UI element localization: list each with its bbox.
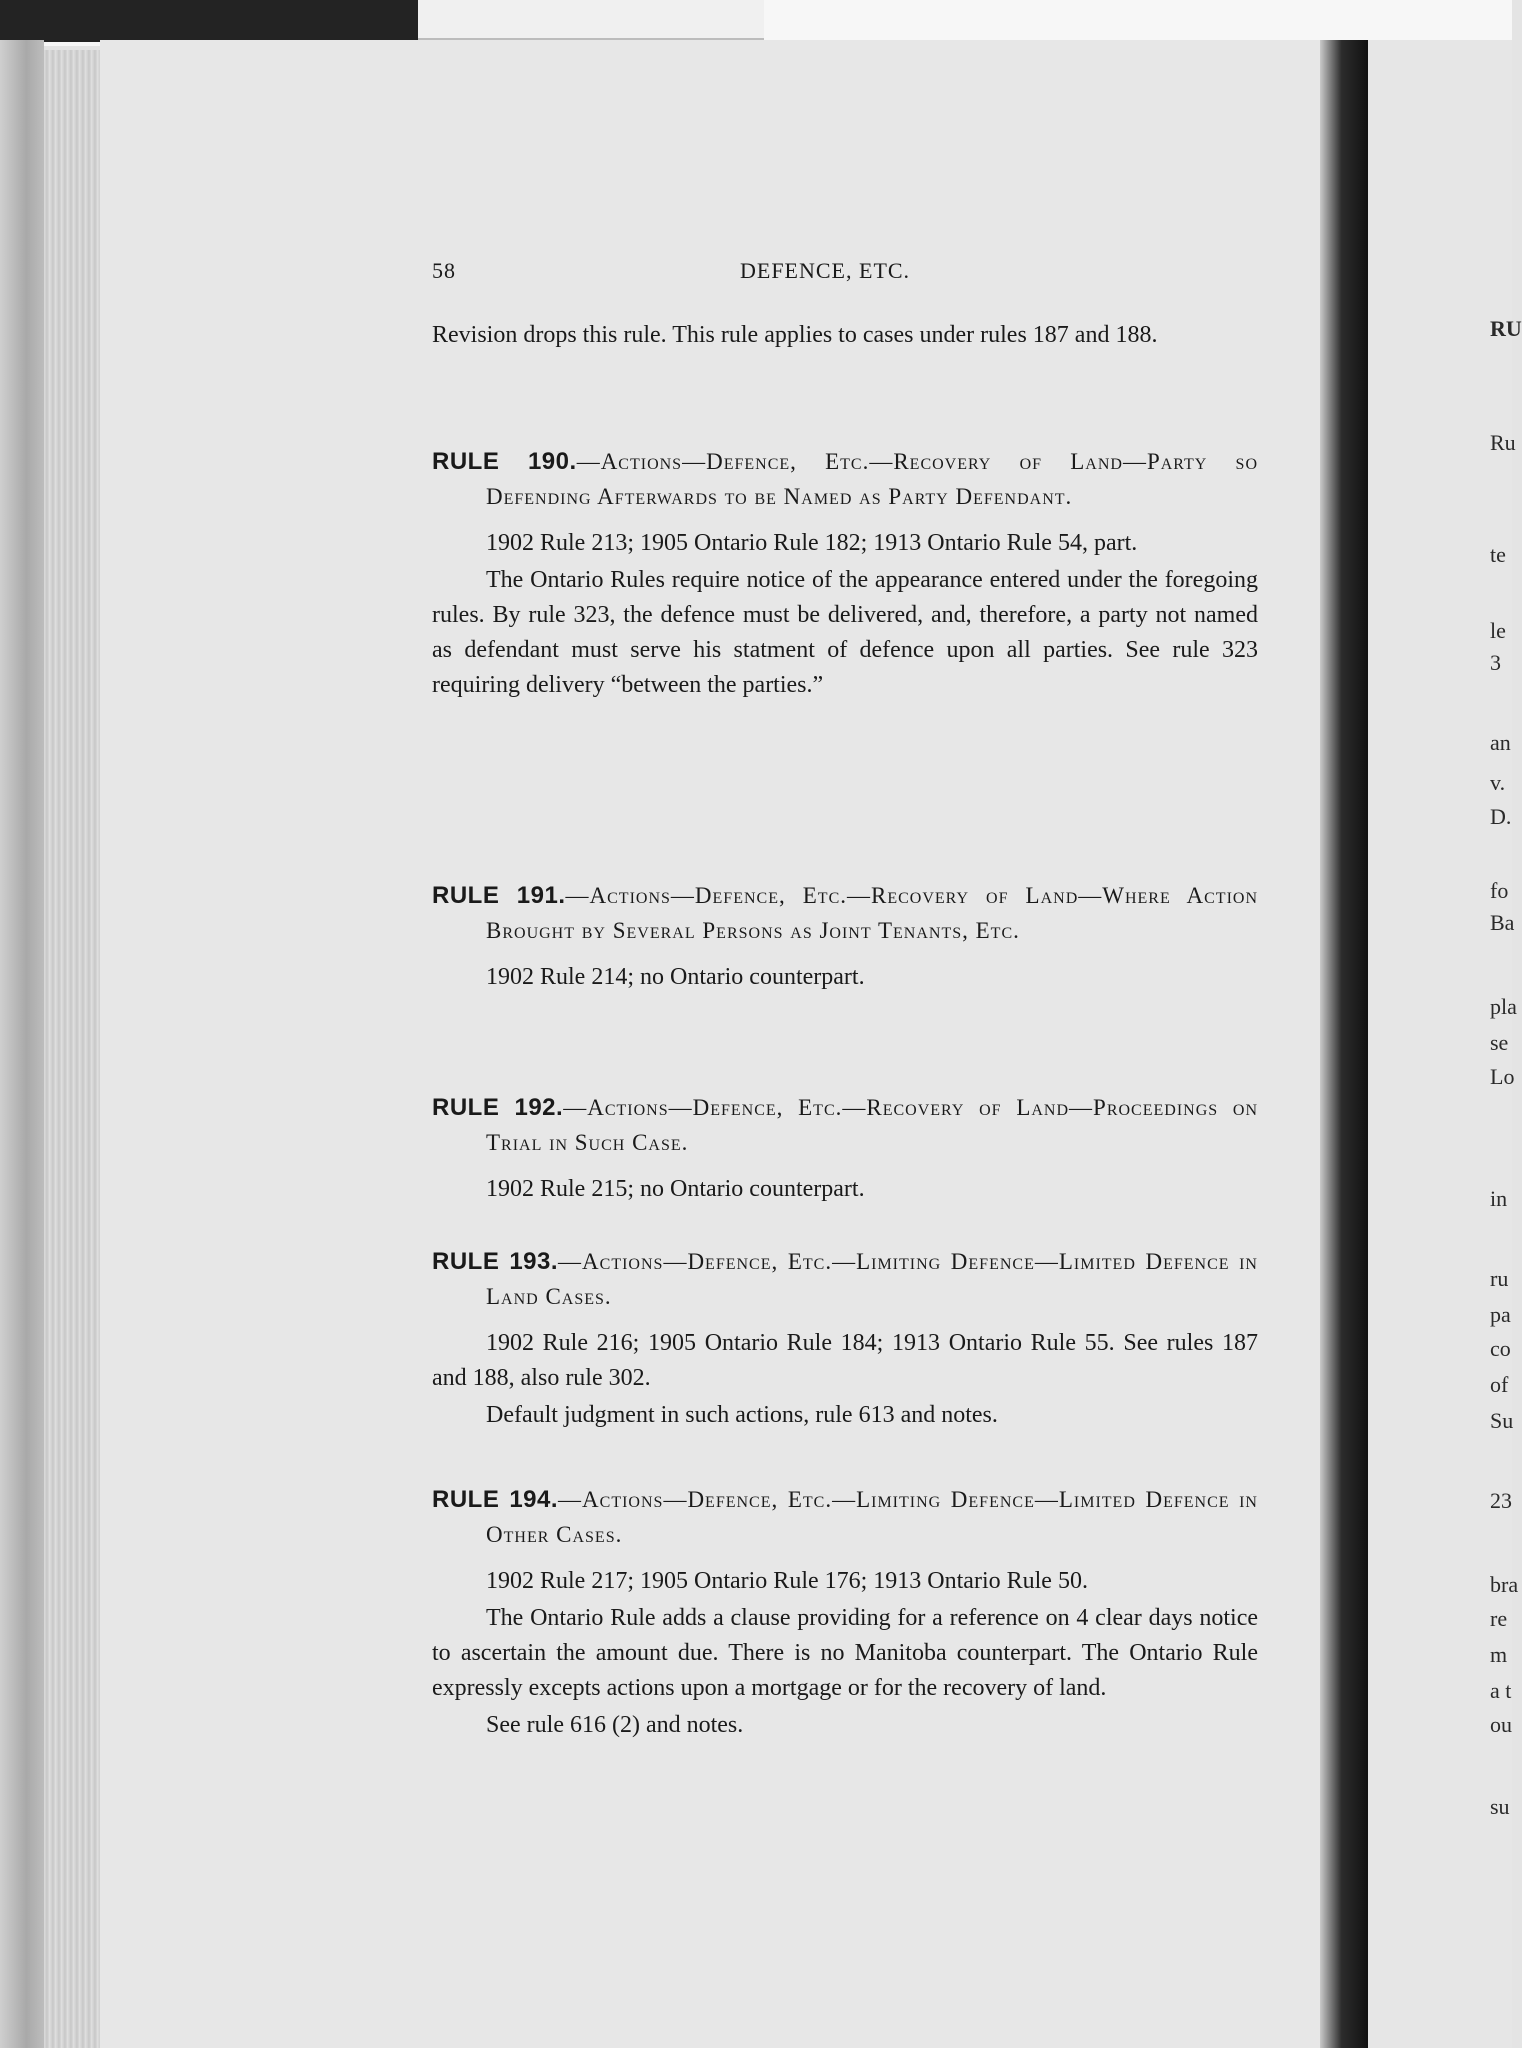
rule-body	[432, 1326, 1258, 1433]
rule-paragraph: Default judgment in such actions, rule 613 and notes.	[486, 1402, 998, 1428]
rule-paragraph: 1902 Rule 217; 1905 Ontario Rule 176; 1913 Ontario Rule 50.	[486, 1568, 1088, 1594]
book-left-shadow	[0, 40, 44, 2048]
next-page-fragment: 23	[1490, 1488, 1512, 1513]
rule-number: RULE 192.	[432, 1094, 564, 1121]
rule-title: —Actions—Defence, Etc.—Recovery of Land—Proceedings on Trial in Such Case.	[486, 1095, 1258, 1155]
rule-number: RULE 193.	[432, 1248, 559, 1275]
next-page-fragment: Ba	[1490, 910, 1515, 935]
rule-191	[432, 878, 1258, 997]
next-page-fragment: Su	[1490, 1408, 1514, 1433]
next-page-fragment: se	[1490, 1030, 1509, 1055]
rule-paragraph: The Ontario Rule adds a clause providing for a reference on 4 clear days notice to ascertain the amount due. There is no Manitoba counterpart. The Ontario Rule expressly excepts actions upon a mortgage or for the recovery of land.	[432, 1605, 1258, 1701]
next-page-fragment: D.	[1490, 804, 1512, 829]
rule-title: —Actions—Defence, Etc.—Recovery of Land—Party so Defending Afterwards to be Named as Party Defendant.	[486, 449, 1258, 509]
next-page-fragment: Lo	[1490, 1064, 1515, 1089]
running-head-title: DEFENCE, ETC.	[740, 258, 911, 283]
rule-title: —Actions—Defence, Etc.—Limiting Defence—Limited Defence in Other Cases.	[486, 1487, 1258, 1547]
next-page-fragment: fo	[1490, 878, 1509, 903]
rule-body	[432, 960, 1258, 995]
scan-top-dark-edge	[0, 0, 418, 42]
next-page-fragment: su	[1490, 1794, 1510, 1819]
intro-paragraph: Revision drops this rule. This rule applies to cases under rules 187 and 188.	[432, 322, 1158, 348]
scan-top-light-edge	[418, 0, 764, 40]
page-number: 58	[432, 258, 456, 283]
next-page-fragment: 3	[1490, 650, 1501, 675]
rule-number: RULE 191.	[432, 882, 566, 909]
rule-body	[432, 1172, 1258, 1207]
next-page-fragment: RU	[1490, 316, 1522, 341]
next-page-fragment: le	[1490, 618, 1506, 643]
rule-body	[432, 1564, 1258, 1743]
rule-194	[432, 1482, 1258, 1745]
next-page-fragment: re	[1490, 1606, 1508, 1631]
next-page-fragment: ru	[1490, 1266, 1509, 1291]
rule-heading	[432, 1244, 1258, 1314]
next-page-fragment: pla	[1490, 994, 1517, 1019]
rule-heading	[432, 444, 1258, 514]
rule-title: —Actions—Defence, Etc.—Limiting Defence—Limited Defence in Land Cases.	[486, 1249, 1258, 1309]
rule-paragraph: 1902 Rule 216; 1905 Ontario Rule 184; 1913 Ontario Rule 55. See rules 187 and 188, also rule 302.	[432, 1330, 1258, 1391]
rule-193	[432, 1244, 1258, 1435]
rule-paragraph: See rule 616 (2) and notes.	[486, 1712, 744, 1738]
book-page-edges	[44, 50, 100, 2048]
rule-number: RULE 194.	[432, 1486, 559, 1513]
rule-paragraph: 1902 Rule 215; no Ontario counterpart.	[486, 1176, 865, 1202]
rule-heading	[432, 1482, 1258, 1552]
next-page-fragment: Ru	[1490, 430, 1516, 455]
next-page-fragment: te	[1490, 542, 1506, 567]
next-page-fragment: v.	[1490, 770, 1506, 795]
next-page-fragment: of	[1490, 1372, 1509, 1397]
next-page-fragment: bra	[1490, 1572, 1519, 1597]
next-page-fragment: a t	[1490, 1678, 1512, 1703]
rule-heading	[432, 878, 1258, 948]
rule-title: —Actions—Defence, Etc.—Recovery of Land—Where Action Brought by Several Persons as Joint Tenants, Etc.	[486, 883, 1259, 943]
book-spine-shadow	[1320, 40, 1368, 2048]
rule-number: RULE 190.	[432, 448, 577, 475]
next-page-fragment: m	[1490, 1642, 1508, 1667]
rule-190	[432, 444, 1258, 705]
rule-paragraph: The Ontario Rules require notice of the appearance entered under the foregoing rules. By rule 323, the defence must be delivered, and, therefore, a party not named as defendant must serve his statment of defence upon all parties. See rule 323 requiring delivery “between the parties.”	[432, 567, 1258, 698]
next-page-fragment: ou	[1490, 1712, 1512, 1737]
rule-heading	[432, 1090, 1258, 1160]
rule-body	[432, 526, 1258, 703]
rule-paragraph: 1902 Rule 214; no Ontario counterpart.	[486, 964, 865, 990]
next-page-fragment: an	[1490, 730, 1511, 755]
rule-paragraph: 1902 Rule 213; 1905 Ontario Rule 182; 1913 Ontario Rule 54, part.	[486, 530, 1138, 556]
next-page-fragment: pa	[1490, 1302, 1511, 1327]
rule-192	[432, 1090, 1258, 1209]
next-page-fragment: co	[1490, 1336, 1511, 1361]
next-page-fragment: in	[1490, 1186, 1508, 1211]
